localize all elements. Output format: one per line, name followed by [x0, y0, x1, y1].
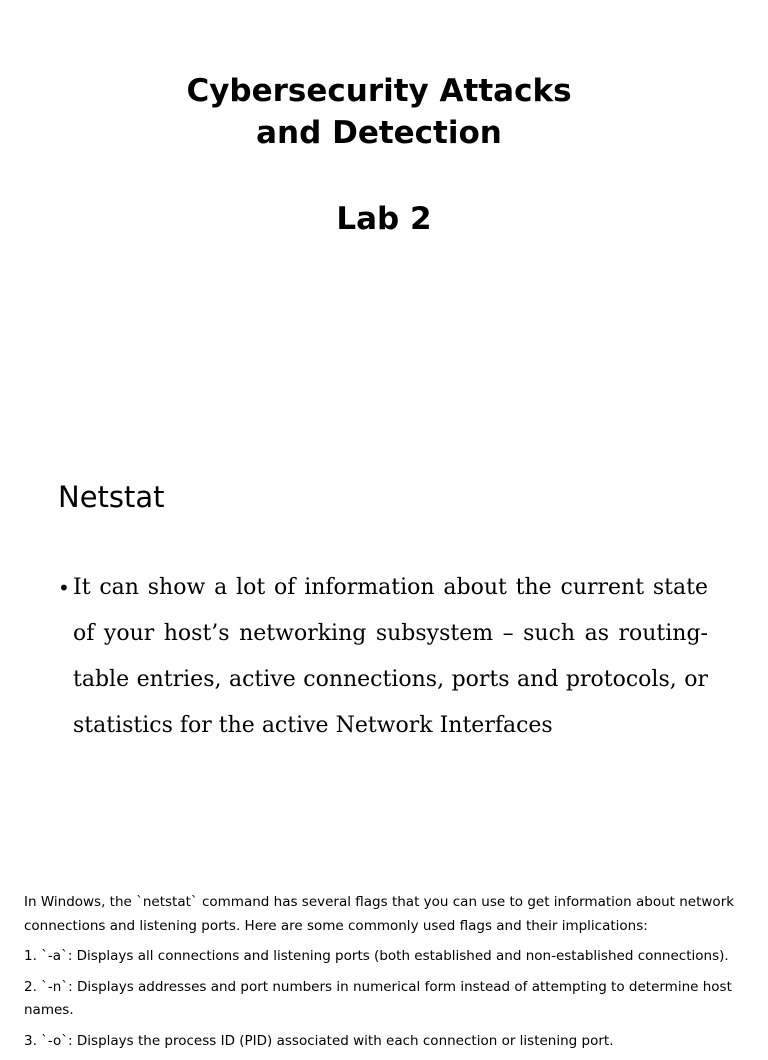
bullet-marker: •: [58, 576, 70, 600]
slide-title-line-2: and Detection: [256, 115, 502, 151]
notes-section: [24, 891, 754, 1060]
title-slide: [0, 70, 758, 240]
notes-item: 1. `-a`: Displays all connections and listening ports (both established and non-established connections).: [24, 948, 729, 964]
notes-intro: In Windows, the `netstat` command has several flags that you can use to get information about network connections and listening ports. Here are some commonly used flags and their implications:: [24, 894, 735, 934]
bullet-text: It can show a lot of information about the current state of your host’s networking subsystem – such as routing-table entries, active connections, ports and protocols, or statistics for the active Network Interfaces: [73, 575, 708, 738]
bullet-item: [58, 565, 708, 749]
section-heading: Netstat: [58, 480, 165, 514]
notes-item: 3. `-o`: Displays the process ID (PID) associated with each connection or listening port.: [24, 1032, 614, 1049]
slide-title-line-1: Cybersecurity Attacks: [186, 73, 572, 109]
slide-subtitle: Lab 2: [336, 201, 432, 237]
notes-item: 2. `-n`: Displays addresses and port numbers in numerical form instead of attempting to determine host names.: [24, 978, 732, 1018]
